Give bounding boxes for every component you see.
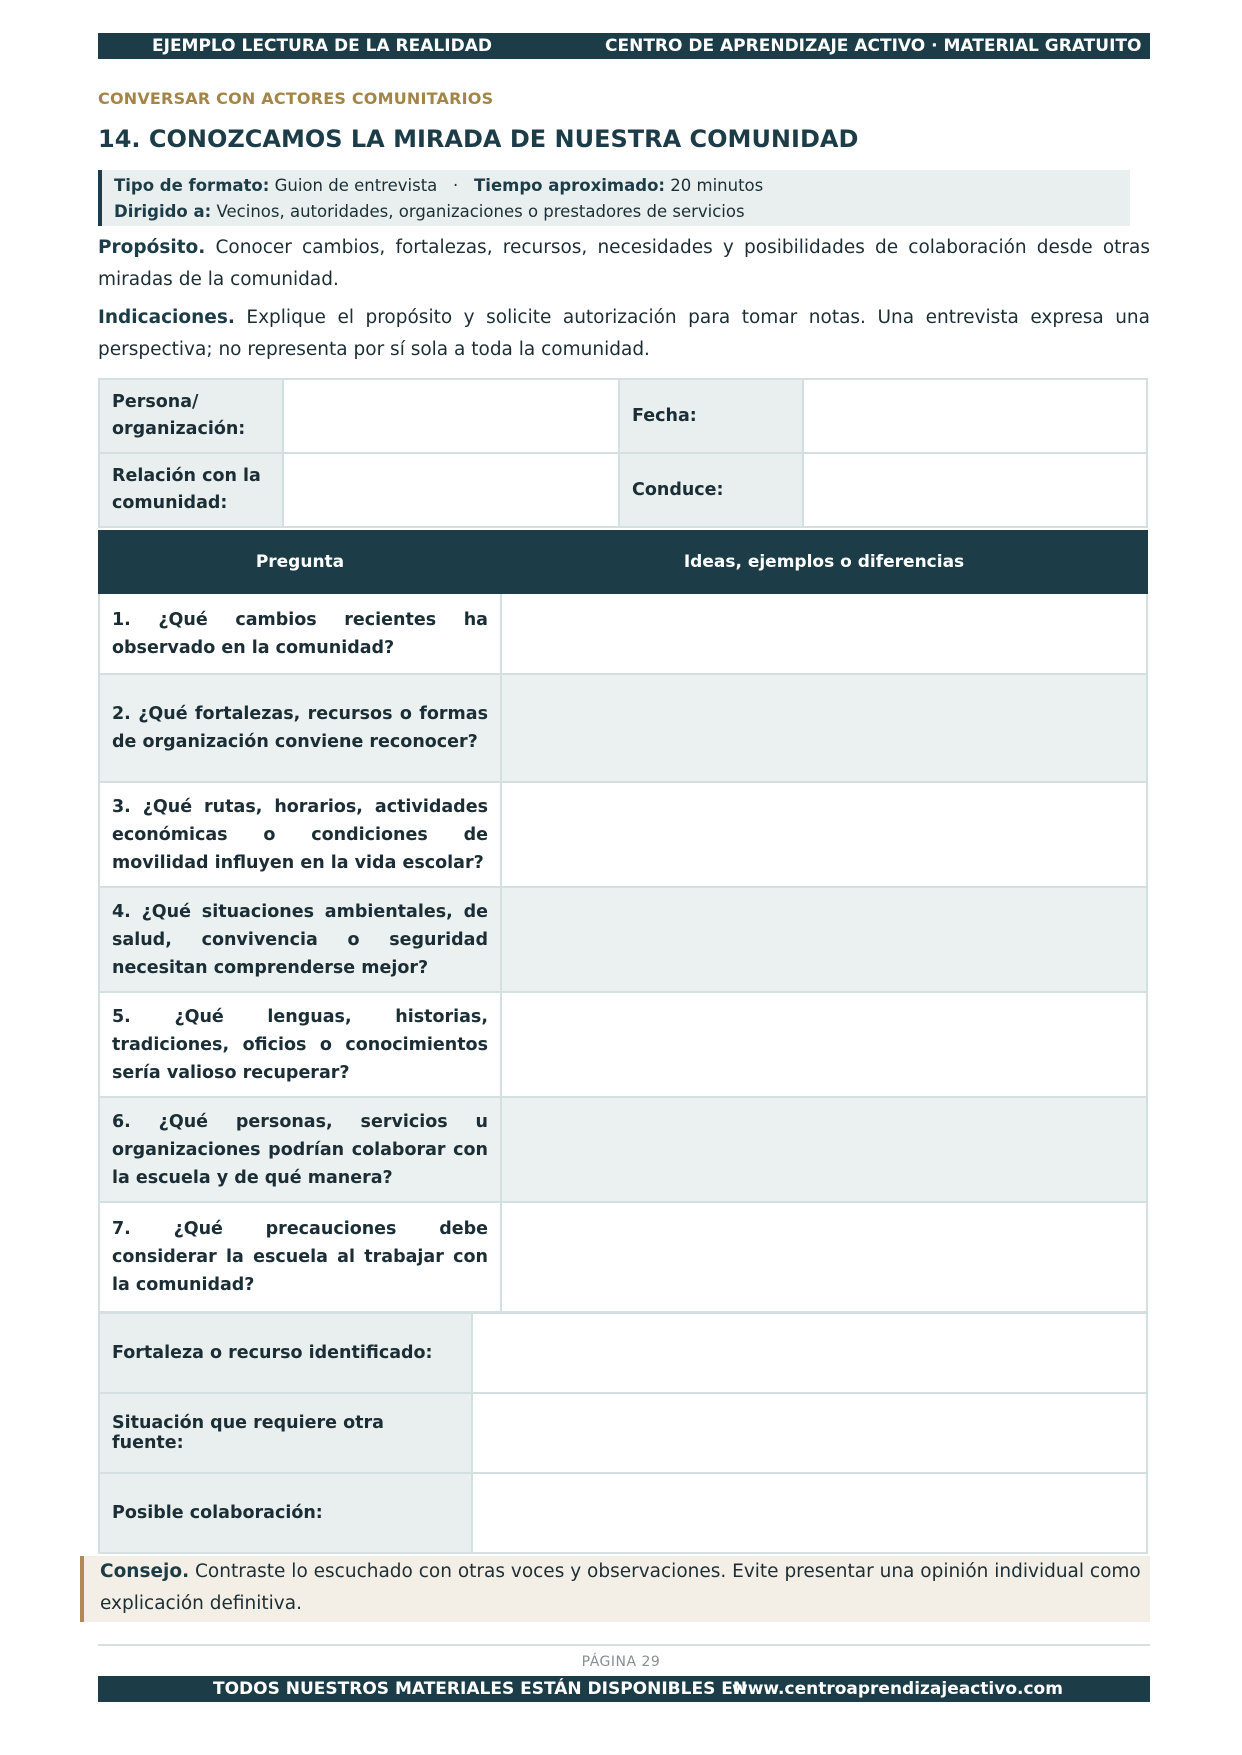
format-value: Guion de entrevista (274, 176, 438, 195)
strength-field[interactable] (472, 1313, 1147, 1393)
conducts-label: Conduce: (619, 453, 803, 527)
tip-text: Contraste lo escuchado con otras voces y observaciones. Evite presentar una opinión individual como explicación definitiva. (100, 1561, 1141, 1614)
time-value: 20 minutos (670, 176, 764, 195)
header-band (98, 33, 1150, 59)
tip-box (80, 1556, 1150, 1622)
table-row (99, 1202, 1147, 1312)
table-row (99, 593, 1147, 674)
meta-separator: · (453, 176, 459, 195)
tip-label: Consejo. (100, 1561, 190, 1582)
footer-left-text: TODOS NUESTROS MATERIALES ESTÁN DISPONIBLES EN (213, 1679, 748, 1699)
question-text: 4. ¿Qué situaciones ambientales, de salud, convivencia o seguridad necesitan comprenderse mejor? (99, 887, 501, 992)
answer-field[interactable] (501, 782, 1147, 887)
question-column-header: Pregunta (99, 531, 501, 593)
time-label: Tiempo aproximado: (474, 176, 666, 195)
section-kicker: CONVERSAR CON ACTORES COMUNITARIOS (98, 89, 494, 108)
answer-field[interactable] (501, 674, 1147, 782)
other-source-field[interactable] (472, 1393, 1147, 1473)
other-source-label: Situación que requiere otra fuente: (99, 1393, 472, 1473)
relation-field[interactable] (283, 453, 619, 527)
footer-website-link[interactable]: www.centroaprendizajeactivo.com (732, 1679, 1063, 1699)
table-row (99, 887, 1147, 992)
summary-table (98, 1312, 1148, 1554)
answer-field[interactable] (501, 1097, 1147, 1202)
instructions-paragraph (98, 302, 1150, 366)
format-label: Tipo de formato: (114, 176, 270, 195)
footer-divider (98, 1644, 1150, 1646)
audience-value: Vecinos, autoridades, organizaciones o prestadores de servicios (216, 202, 745, 221)
person-label: Persona/ organización: (99, 379, 283, 453)
question-text: 1. ¿Qué cambios recientes ha observado en la comunidad? (99, 593, 501, 674)
table-row (99, 992, 1147, 1097)
table-row (99, 1097, 1147, 1202)
answer-field[interactable] (501, 593, 1147, 674)
answer-field[interactable] (501, 992, 1147, 1097)
collaboration-label: Posible colaboración: (99, 1473, 472, 1553)
purpose-text: Conocer cambios, fortalezas, recursos, necesidades y posibilidades de colaboración desde otras miradas de la comunidad. (98, 237, 1150, 290)
audience-label: Dirigido a: (114, 202, 212, 221)
collaboration-field[interactable] (472, 1473, 1147, 1553)
strength-label: Fortaleza o recurso identificado: (99, 1313, 472, 1393)
relation-label: Relación con la comunidad: (99, 453, 283, 527)
purpose-paragraph (98, 232, 1150, 296)
interview-info-table (98, 378, 1148, 528)
question-text: 3. ¿Qué rutas, horarios, actividades económicas o condiciones de movilidad influyen en la vida escolar? (99, 782, 501, 887)
format-info-box (98, 170, 1130, 226)
page-number: PÁGINA 29 (581, 1654, 661, 1670)
table-row (99, 782, 1147, 887)
purpose-label: Propósito. (98, 237, 206, 258)
question-text: 7. ¿Qué precauciones debe considerar la escuela al trabajar con la comunidad? (99, 1202, 501, 1312)
ideas-column-header: Ideas, ejemplos o diferencias (501, 531, 1147, 593)
answer-field[interactable] (501, 1202, 1147, 1312)
date-label: Fecha: (619, 379, 803, 453)
footer-band (98, 1676, 1150, 1702)
header-right-text: CENTRO DE APRENDIZAJE ACTIVO · MATERIAL GRATUITO (605, 36, 1142, 56)
header-left-text: EJEMPLO LECTURA DE LA REALIDAD (152, 36, 492, 56)
instructions-label: Indicaciones. (98, 307, 235, 328)
date-field[interactable] (803, 379, 1147, 453)
person-field[interactable] (283, 379, 619, 453)
page-title: 14. CONOZCAMOS LA MIRADA DE NUESTRA COMUNIDAD (98, 125, 859, 153)
questions-table (98, 530, 1148, 1313)
answer-field[interactable] (501, 887, 1147, 992)
instructions-text: Explique el propósito y solicite autorización para tomar notas. Una entrevista expresa una perspectiva; no representa por sí sola a toda la comunidad. (98, 307, 1150, 360)
question-text: 2. ¿Qué fortalezas, recursos o formas de organización conviene reconocer? (99, 674, 501, 782)
question-text: 5. ¿Qué lenguas, historias, tradiciones, oficios o conocimientos sería valioso recuperar? (99, 992, 501, 1097)
question-text: 6. ¿Qué personas, servicios u organizaciones podrían colaborar con la escuela y de qué manera? (99, 1097, 501, 1202)
table-row (99, 674, 1147, 782)
conducts-field[interactable] (803, 453, 1147, 527)
